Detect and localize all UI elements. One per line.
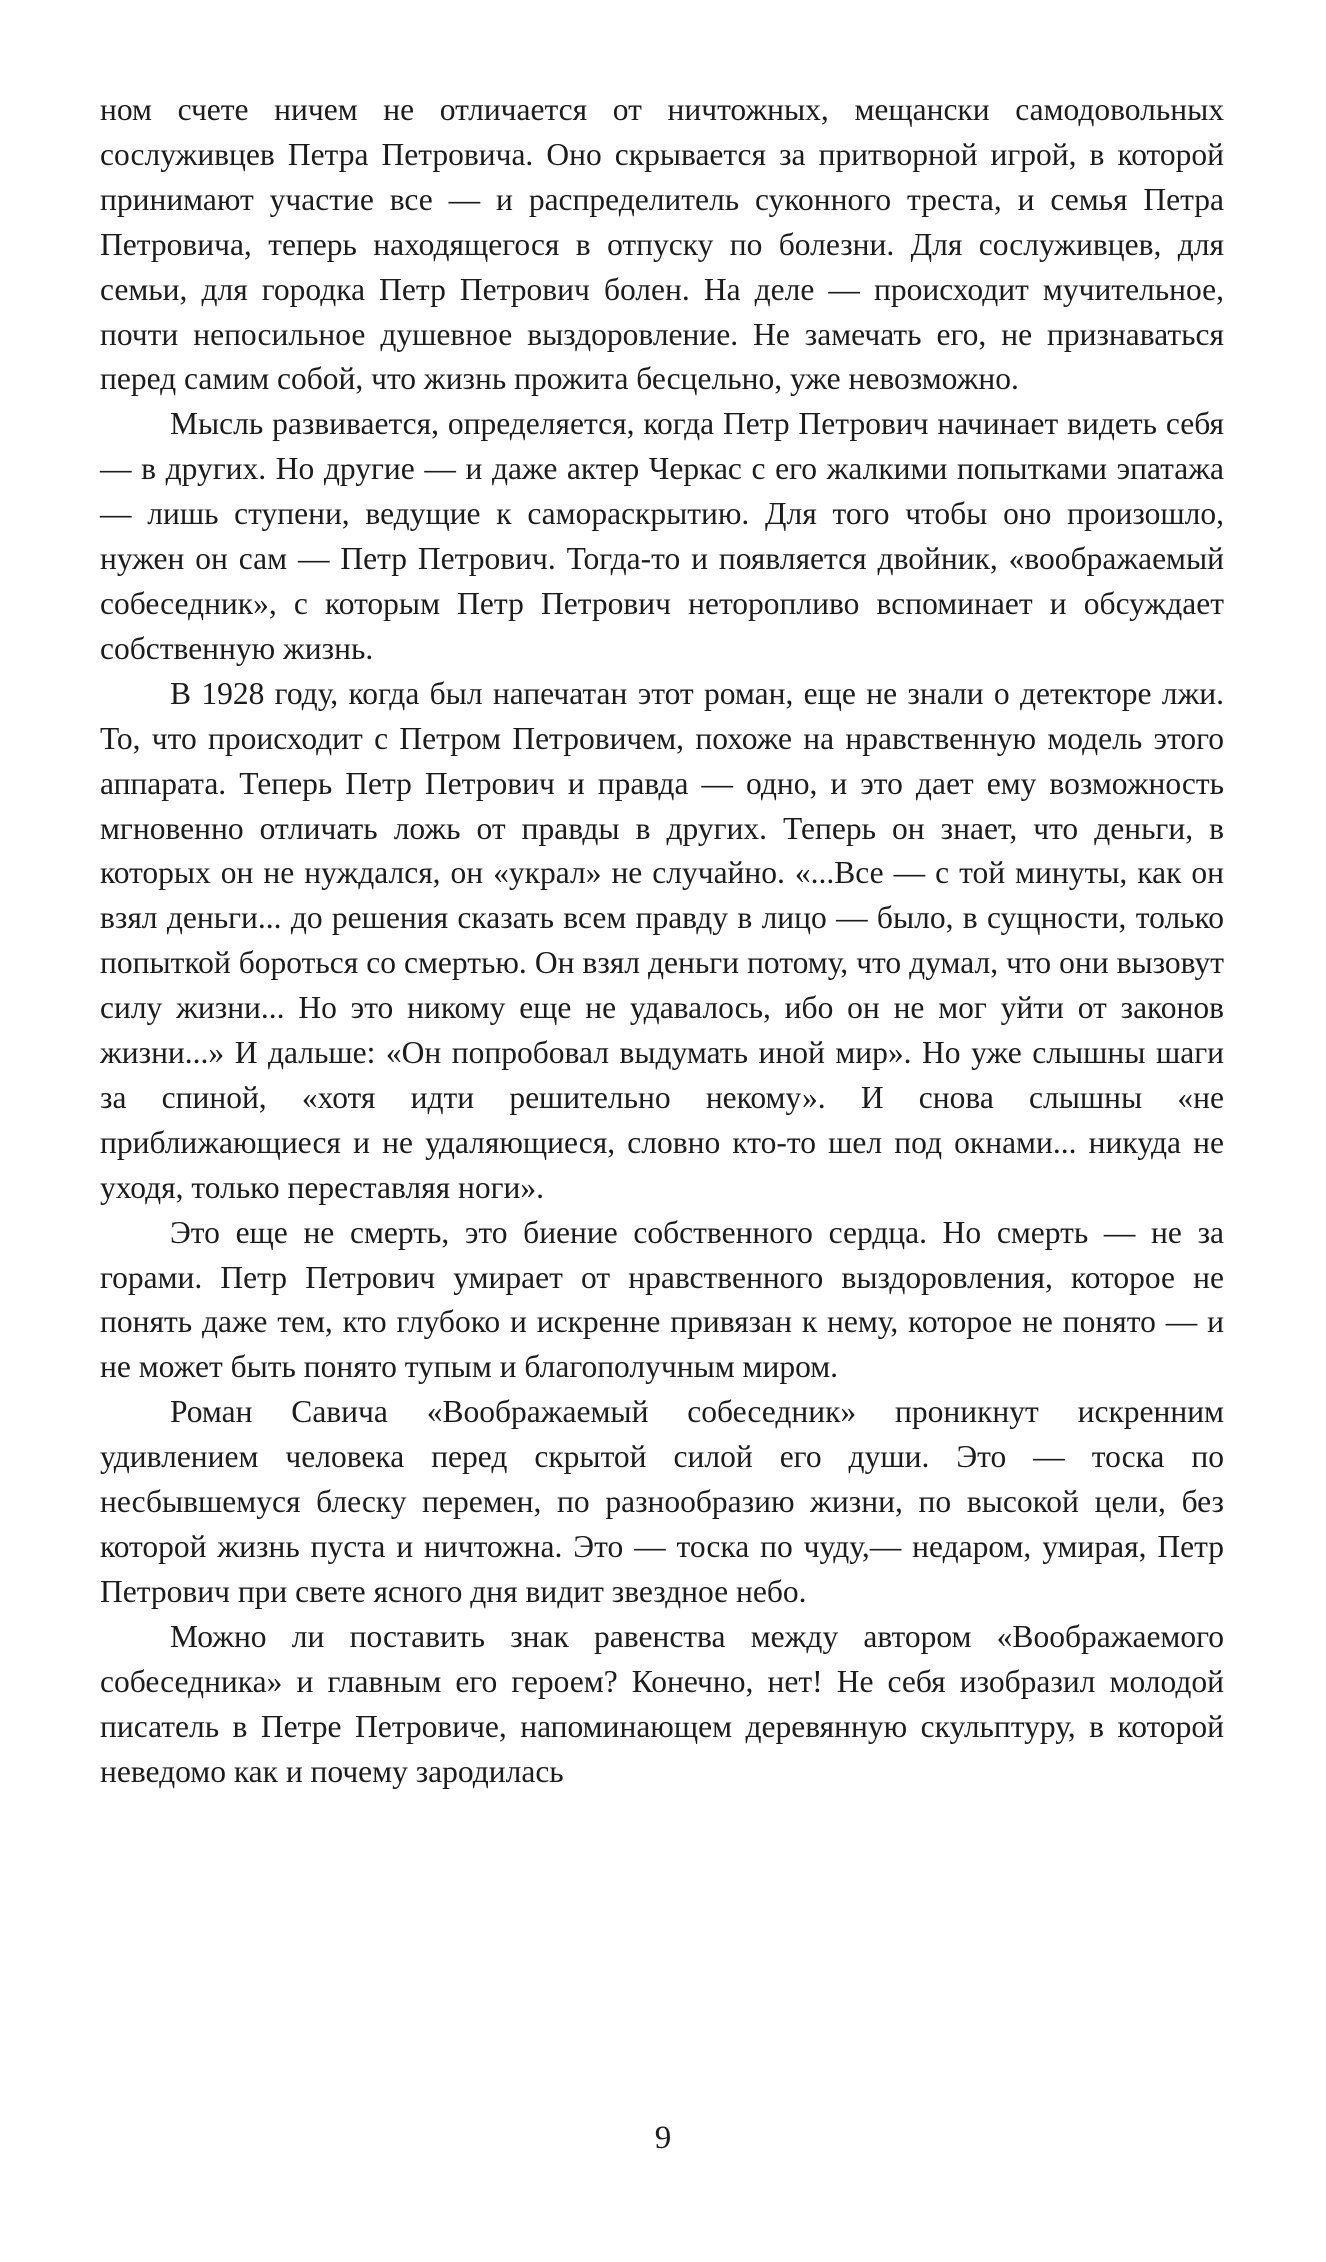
- paragraph-2: Мысль развивается, определяется, когда Петр Петрович начинает видеть себя — в других. Но другие — и даже актер Черкас с его жалкими попытками эпатажа — лишь ступени, ведущие к самораскрытию. Для того чтобы оно произошло, нужен он сам — Петр Петрович. Тогда-то и появляется двойник, «воображаемый собеседник», с которым Петр Петрович неторопливо вспоминает и обсуждает собственную жизнь.: [100, 406, 1224, 666]
- paragraph-4: Это еще не смерть, это биение собственного сердца. Но смерть — не за горами. Петр Петрович умирает от нравственного выздоровления, которое не понять даже тем, кто глубоко и искренне привязан к нему, которое не понято — и не может быть понято тупым и благополучным миром.: [100, 1214, 1224, 1385]
- page-body: [100, 88, 1224, 1794]
- paragraph-6: Можно ли поставить знак равенства между автором «Воображаемого собеседника» и главным его героем? Конечно, нет! Не себя изобразил молодой писатель в Петре Петровиче, напоминающем деревянную скульптуру, в которой неведомо как и почему зародилась: [100, 1618, 1224, 1789]
- paragraph-1: ном счете ничем не отличается от ничтожных, мещански самодовольных сослуживцев Петра Петровича. Оно скрывается за притворной игрой, в которой принимают участие все — и распределитель суконного треста, и семья Петра Петровича, теперь находящегося в отпуску по болезни. Для сослуживцев, для семьи, для городка Петр Петрович болен. На деле — происходит мучительное, почти непосильное душевное выздоровление. Не замечать его, не признаваться перед самим собой, что жизнь прожита бесцельно, уже невозможно.: [100, 92, 1224, 397]
- page-number: 9: [654, 2120, 672, 2156]
- paragraph-3: В 1928 году, когда был напечатан этот роман, еще не знали о детекторе лжи. То, что происходит с Петром Петровичем, похоже на нравственную модель этого аппарата. Теперь Петр Петрович и правда — одно, и это дает ему возможность мгновенно отличать ложь от правды в других. Теперь он знает, что деньги, в которых он не нуждался, он «украл» не случайно. «...Все — с той минуты, как он взял деньги... до решения сказать всем правду в лицо — было, в сущности, только попыткой бороться со смертью. Он взял деньги потому, что думал, что они вызовут силу жизни... Но это никому еще не удавалось, ибо он не мог уйти от законов жизни...» И дальше: «Он попробовал выдумать иной мир». Но уже слышны шаги за спиной, «хотя идти решительно некому». И снова слышны «не приближающиеся и не удаляющиеся, словно кто-то шел под окнами... никуда не уходя, только переставляя ноги».: [100, 675, 1224, 1205]
- paragraph-5: Роман Савича «Воображаемый собеседник» проникнут искренним удивлением человека перед скрытой силой его души. Это — тоска по несбывшемуся блеску перемен, по разнообразию жизни, по высокой цели, без которой жизнь пуста и ничтожна. Это — тоска по чуду,— недаром, умирая, Петр Петрович при свете ясного дня видит звездное небо.: [100, 1394, 1224, 1609]
